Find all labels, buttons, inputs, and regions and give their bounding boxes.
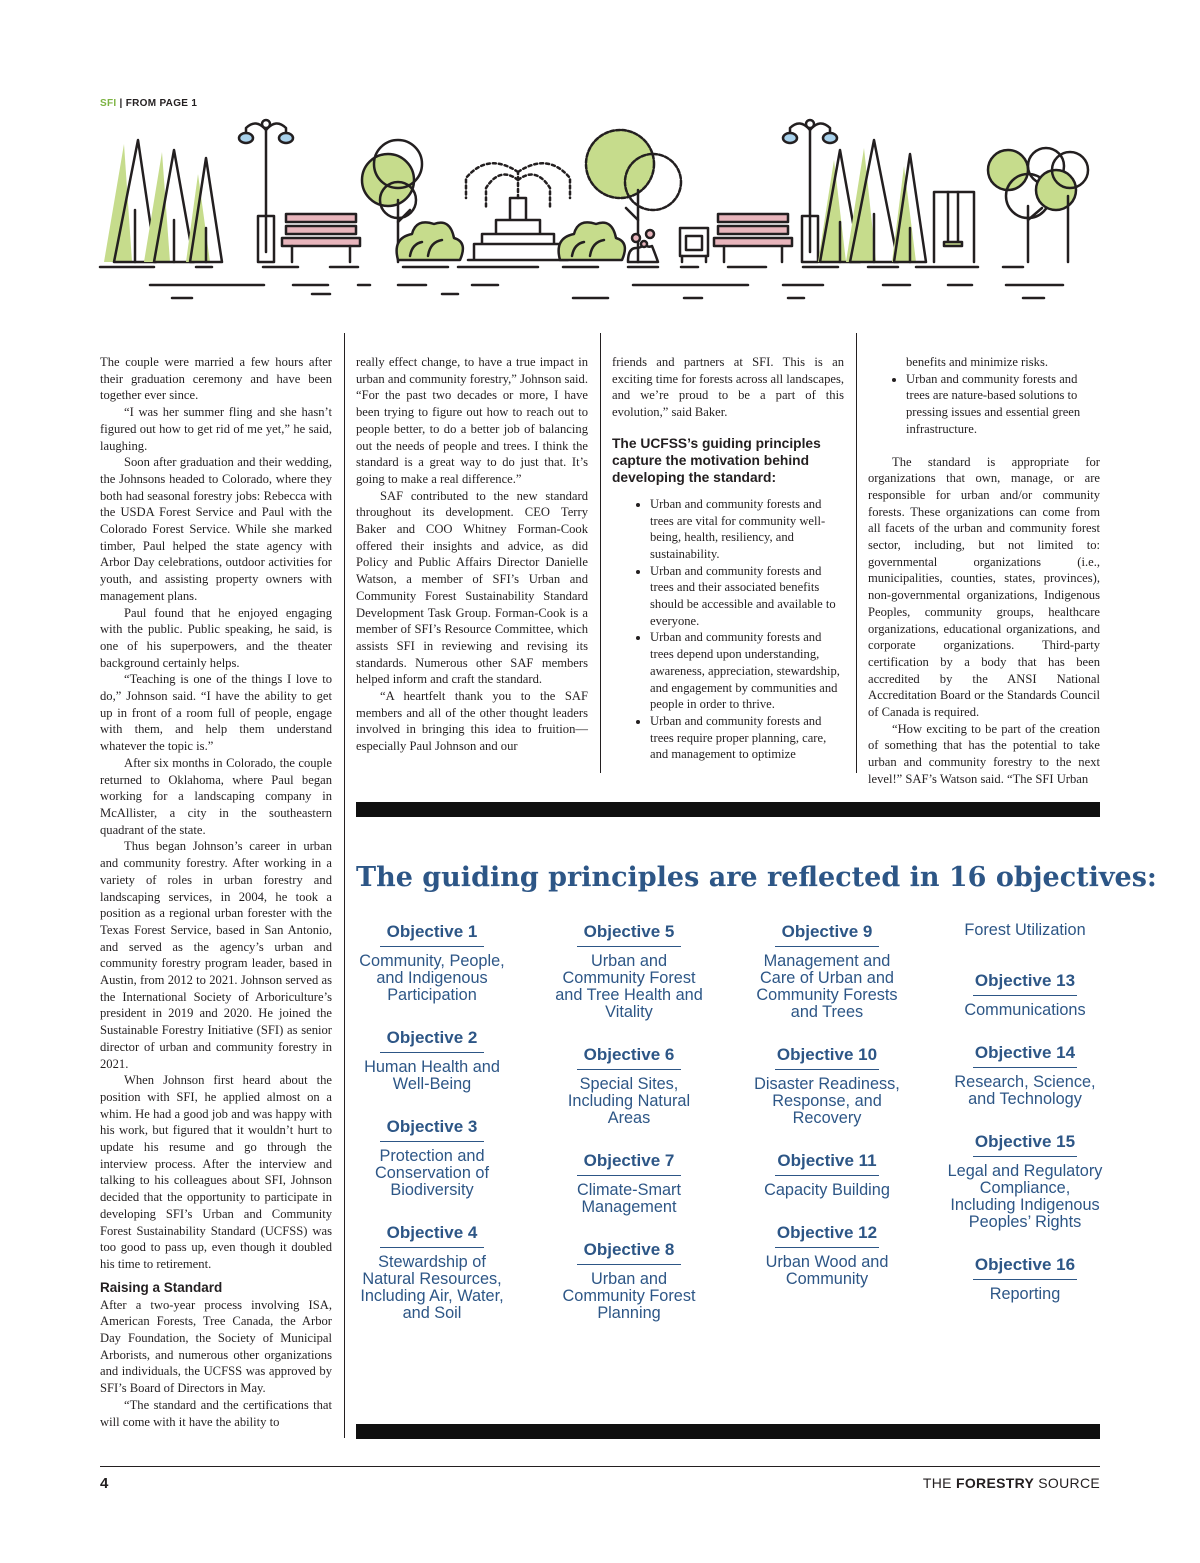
divider-bar-bottom — [356, 1424, 1100, 1439]
objective-name-continued: Forest Utilization — [964, 921, 1086, 939]
pine-tree-icon — [846, 140, 898, 262]
paragraph: After a two-year process involving ISA, American Forests, Tree Canada, the Arbor Day Foundation, the Society of Municipal Arborists, and numerous other organizations and individuals, the UCFSS was approved by SFI’s Board of Directors in May. — [100, 1297, 332, 1396]
masthead-the: THE — [922, 1475, 956, 1491]
list-item: • Urban and community forests and trees are vital for community well-being, health, resiliency, and sustainability. — [650, 496, 844, 563]
paragraph: “A heartfelt thank you to the SAF members and all of the other thought leaders involved in bringing this idea to fruition—especially Paul Johnson and our — [356, 689, 588, 754]
swing-icon — [934, 192, 974, 262]
objective-label: Objective 6 — [577, 1045, 681, 1070]
bush-icon — [397, 222, 463, 260]
page-number: 4 — [100, 1475, 109, 1492]
objective-name: Legal and Regulatory Compliance, Including Indigenous Peoples’ Rights — [947, 1162, 1103, 1231]
paragraph: “The standard and the certifications that will come with it have the ability to — [100, 1397, 332, 1429]
list-item: benefits and minimize risks. — [906, 355, 1048, 369]
principles-list — [868, 371, 1100, 438]
objective-name: Communications — [964, 1001, 1086, 1019]
objective-name: Human Health and Well-Being — [364, 1058, 500, 1093]
park-bench-icon — [714, 214, 792, 262]
article-column-2 — [356, 354, 588, 755]
park-illustration — [98, 110, 1102, 310]
objective-item — [747, 1045, 907, 1127]
paragraph: The couple were married a few hours after their graduation ceremony and have been together ever since. — [100, 355, 332, 403]
footer-rule — [100, 1466, 1100, 1467]
paragraph: really effect change, to have a true impact in urban and community forestry,” Johnson said. “For the past two decades or more, I have been trying to figure out how to reach out to people better, to do a better job of balancing out the needs of people and trees. I think the standard is a great way to do just that. It’s going to make a real difference.” — [356, 355, 588, 486]
principles-list-cont — [868, 354, 1100, 371]
paragraph: Thus began Johnson’s career in urban and community forestry. After working in a variety of roles in urban forestry and landscaping services, in 2004, he took a position as a regional urban forester with the Texas Forest Service, based in San Antonio, and served as the agency’s urban and community forestry program leader, based in Austin, from 2012 to 2021. Johnson served as the International Society of Arboriculture’s president in 2019 and 2020. He joined the Sustainable Forestry Initiative (SFI) as senior director of urban and community forestry in 2021. — [100, 839, 332, 1071]
paragraph: friends and partners at SFI. This is an exciting time for forests across all landscapes, and we’re proud to be a part of this evolution,” said Baker. — [612, 355, 844, 420]
objective-item — [352, 922, 512, 1004]
objectives-column-1 — [352, 922, 512, 1346]
park-bench-icon — [282, 214, 360, 262]
objective-label: Objective 11 — [775, 1151, 879, 1176]
objective-name: Urban and Community Forest and Tree Health and Vitality — [555, 952, 703, 1021]
objective-item — [549, 1240, 709, 1322]
objective-label: Objective 4 — [380, 1223, 484, 1248]
objective-item — [747, 922, 907, 1021]
paragraph: The standard is appropriate for organizations that own, manage, or are responsible for urban and/or community forests. These organizations can come from all facets of the urban and community forest sector, including, but not limited to: governmental organizations (i.e., municipalities, counties, states, provinces), non-governmental organizations, Indigenous Peoples, community groups, healthcare organizations, educational organizations, and corporate organizations. Third-party certification by a body that has been accredited by the ANSI National Accreditation Board or the Standards Council of Canada is required. — [868, 454, 1100, 720]
objective-name: Urban and Community Forest Planning — [562, 1270, 696, 1322]
principles-heading: The UCFSS’s guiding principles capture the motivation behind developing the standard: — [612, 435, 821, 485]
paragraph: After six months in Colorado, the couple returned to Oklahoma, where Paul began working for a landscaping company in McAllister, a city in the southeastern quadrant of the state. — [100, 755, 332, 837]
round-tree-icon — [1036, 152, 1088, 262]
list-item: • Urban and community forests and trees are nature-based solutions to pressing issues and essential green infrastructure. — [906, 371, 1100, 438]
objective-item — [747, 1223, 907, 1288]
list-item: • Urban and community forests and trees and their associated benefits should be accessible and available to everyone. — [650, 563, 844, 630]
column-divider — [856, 333, 857, 773]
article-column-4 — [868, 354, 1100, 788]
objective-item — [352, 1223, 512, 1322]
objective-item — [352, 1117, 512, 1199]
objective-label: Objective 9 — [775, 922, 879, 947]
objective-item — [549, 922, 709, 1021]
objective-name: Urban Wood and Community — [765, 1253, 889, 1288]
fountain-icon — [466, 163, 570, 260]
objective-item — [549, 1045, 709, 1127]
paragraph: SAF contributed to the new standard throughout its development. CEO Terry Baker and COO Whitney Forman-Cook offered their insights and advice, as did Policy and Public Affairs Director Danielle Watson, a member of SFI’s Urban and Community Forest Sustainability Standard Development Task Group. Forman-Cook is a member of SFI’s Resource Committee, which assists SFI in reviewing and revising its standards. Numerous other SAF members helped inform and craft the standard. — [356, 488, 588, 687]
objective-name: Capacity Building — [764, 1181, 890, 1199]
paragraph: Soon after graduation and their wedding, the Johnsons headed to Colorado, where they both had seasonal forestry jobs: Rebecca with the USDA Forest Service and Paul with the Colorado Forest Service. While she marked timber, Paul helped the state agency with Arbor Day celebrations, outdoor activities for youth, and assisting property owners with management plans. — [100, 455, 332, 603]
objective-label: Objective 2 — [380, 1028, 484, 1053]
objective-label: Objective 15 — [973, 1132, 1077, 1157]
objective-item — [945, 1132, 1105, 1231]
ground-lines — [100, 267, 1063, 298]
objective-label: Objective 1 — [380, 922, 484, 947]
objective-name: Protection and Conservation of Biodiversity — [374, 1147, 490, 1199]
objective-label: Objective 3 — [380, 1117, 484, 1142]
objective-label: Objective 7 — [577, 1151, 681, 1176]
objective-label: Objective 10 — [775, 1045, 879, 1070]
objective-name: Disaster Readiness, Response, and Recovery — [754, 1075, 900, 1127]
objectives-column-4 — [945, 922, 1105, 1327]
objective-name: Community, People, and Indigenous Participation — [359, 952, 505, 1004]
article-column-3 — [612, 354, 844, 763]
paragraph: “How exciting to be part of the creation of something that has the potential to take urban and community forestry to the next level!” SAF’s Watson said. “The SFI Urban — [868, 721, 1100, 786]
section-kicker — [100, 98, 197, 109]
objective-label: Objective 16 — [973, 1255, 1077, 1280]
objective-name: Management and Care of Urban and Community Forests and Trees — [756, 952, 898, 1021]
subhead: Raising a Standard — [100, 1279, 223, 1295]
objective-label: Objective 13 — [973, 971, 1077, 996]
chair-icon — [680, 228, 708, 262]
objective-item — [945, 971, 1105, 1019]
objective-item — [352, 1028, 512, 1093]
divider-bar-top — [356, 802, 1100, 817]
objective-name: Research, Science, and Technology — [954, 1073, 1096, 1108]
objectives-column-2 — [549, 922, 709, 1346]
objectives-column-3 — [747, 922, 907, 1312]
objective-name: Reporting — [989, 1285, 1061, 1303]
paragraph: “I was her summer fling and she hasn’t figured out how to get rid of me yet,” he said, laughing. — [100, 405, 332, 453]
kicker-section: SFI — [100, 98, 117, 109]
pine-tree-icon — [144, 150, 194, 262]
flower-icon — [628, 230, 658, 262]
objective-item — [549, 1151, 709, 1216]
objectives-title: The guiding principles are reflected in 16 objectives: — [356, 862, 1157, 893]
objective-label: Objective 14 — [973, 1043, 1077, 1068]
kicker-separator: | — [116, 98, 126, 109]
objective-item — [747, 1151, 907, 1199]
objective-name: Special Sites, Including Natural Areas — [567, 1075, 691, 1127]
paragraph: Paul found that he enjoyed engaging with the public. Public speaking, he said, is one of his superpowers, and the theater background certainly helps. — [100, 605, 332, 670]
objective-item — [945, 1255, 1105, 1303]
list-item: • Urban and community forests and trees depend upon understanding, awareness, appreciation, stewardship, and engagement by communities and people in order to thrive. — [650, 629, 844, 713]
article-column-1 — [100, 354, 332, 1430]
paragraph: When Johnson first heard about the position with SFI, he applied almost on a whim. He had a good job and was happy with his work, but figured that it wouldn’t hurt to update his resume and go through the interview process. After the interview and talking to his colleagues about SFI, Johnson decided that the opportunity to participate in developing SFI’s Urban and Community Forest Sustainability Standard (UCFSS) was too good to pass up, even though it doubled his time to retirement. — [100, 1073, 332, 1271]
objective-item — [945, 1043, 1105, 1108]
list-item: • Urban and community forests and trees require proper planning, care, and management to optimize — [650, 713, 844, 763]
kicker-from: FROM PAGE 1 — [125, 98, 198, 109]
objective-label: Objective 8 — [577, 1240, 681, 1265]
masthead-forestry: FORESTRY — [956, 1475, 1035, 1491]
pine-tree-icon — [186, 158, 222, 262]
column-divider — [600, 333, 601, 773]
masthead-source: SOURCE — [1034, 1475, 1100, 1491]
pine-tree-icon — [892, 154, 926, 262]
objective-name: Stewardship of Natural Resources, Including Air, Water, and Soil — [360, 1253, 504, 1322]
objective-label: Objective 12 — [775, 1223, 879, 1248]
column-divider — [344, 333, 345, 1438]
objective-label: Objective 5 — [577, 922, 681, 947]
bush-icon — [559, 222, 625, 260]
publication-masthead — [923, 1475, 1100, 1491]
objective-name: Climate-Smart Management — [576, 1181, 682, 1216]
principles-list — [612, 496, 844, 763]
paragraph: “Teaching is one of the things I love to do,” Johnson said. “I have the ability to get up in front of a room full of people, engage with them, and help them understand whatever the topic is.” — [100, 672, 332, 754]
